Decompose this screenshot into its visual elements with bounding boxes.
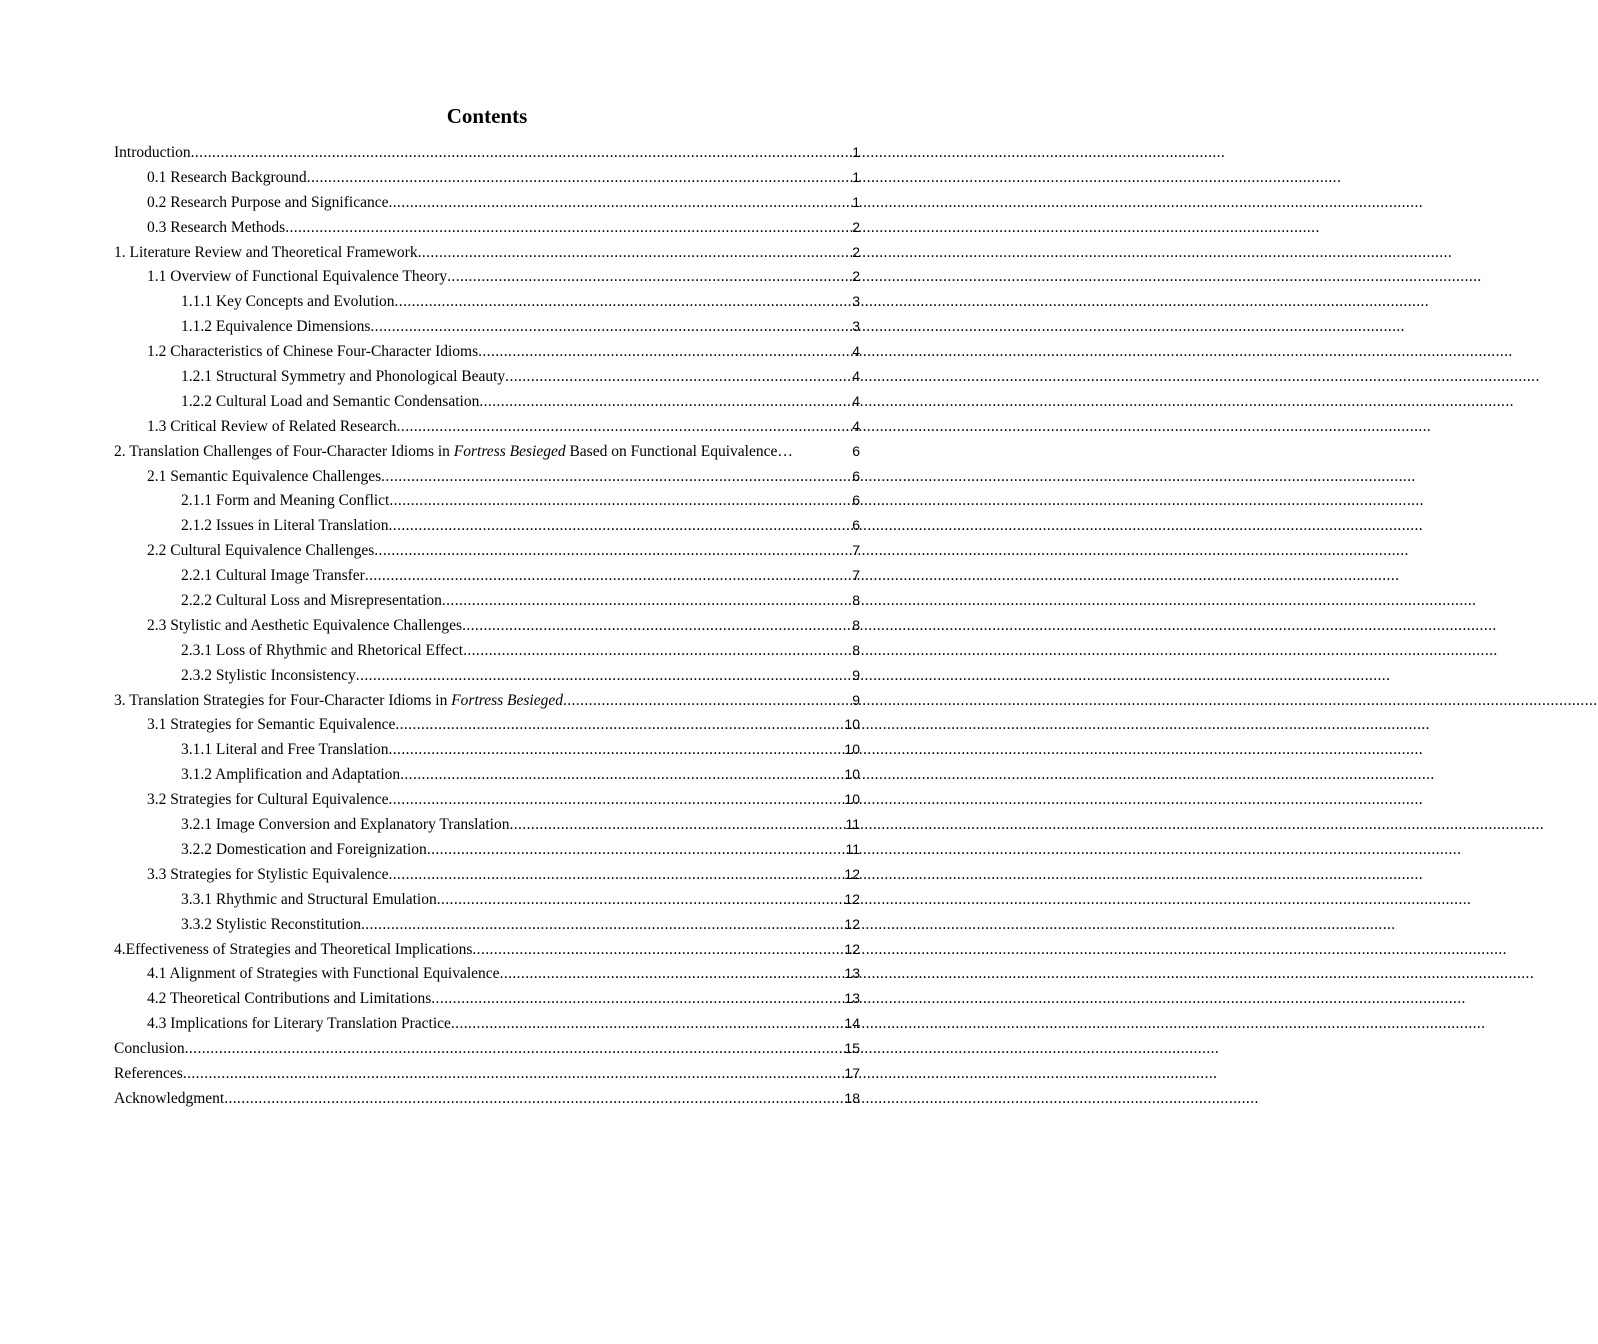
toc-page-number: 12 (844, 865, 860, 882)
toc-entry-title: 1.1.2 Equivalence Dimensions (181, 318, 371, 336)
toc-entry[interactable] (114, 165, 860, 190)
toc-page-number: 15 (844, 1040, 860, 1057)
toc-entry-title: 1. Literature Review and Theoretical Framework (114, 243, 418, 261)
toc-page-number: 1 (852, 193, 860, 210)
toc-entry-title: 2.1.2 Issues in Literal Translation (181, 517, 389, 535)
toc-entry-title-part: 2. Translation Challenges of Four-Character Idioms in (114, 442, 454, 460)
toc-page-number: 4 (852, 368, 860, 385)
toc-page-number: 6 (852, 517, 860, 534)
toc-entry-title: 3.2 Strategies for Cultural Equivalence (147, 791, 389, 809)
toc-entry[interactable] (114, 1086, 860, 1111)
dot-leader (442, 589, 851, 614)
dot-leader (307, 166, 852, 191)
dot-leader (395, 713, 843, 738)
dot-leader (388, 788, 843, 813)
toc-entry[interactable] (114, 613, 860, 638)
toc-page-number: 12 (844, 915, 860, 932)
toc-entry-title: 4.2 Theoretical Contributions and Limitations (147, 990, 432, 1008)
dot-leader (370, 315, 851, 340)
toc-entry[interactable] (114, 737, 860, 762)
toc-entry[interactable] (114, 712, 860, 737)
toc-page-number: 18 (844, 1089, 860, 1106)
dot-leader (365, 564, 851, 589)
toc-entry[interactable] (114, 563, 860, 588)
dot-leader (361, 913, 843, 938)
toc-entry[interactable] (114, 787, 860, 812)
toc-entry-title: Acknowledgment (114, 1089, 225, 1107)
toc-page-number: 4 (852, 343, 860, 360)
toc-entry[interactable] (114, 439, 860, 464)
toc-entry-title-part: Based on Functional Equivalence… (565, 442, 793, 460)
toc-entry[interactable] (114, 464, 860, 489)
toc-page-number: 8 (852, 641, 860, 658)
dot-leader (224, 1087, 843, 1112)
toc-page-number: 6 (852, 442, 860, 459)
toc-entry[interactable] (114, 364, 860, 389)
toc-page-number: 10 (844, 791, 860, 808)
toc-entry-title: 3.1.1 Literal and Free Translation (181, 741, 389, 759)
dot-leader (381, 465, 851, 490)
toc-entry-title: 1.3 Critical Review of Related Research (147, 417, 397, 435)
toc-entry-title: 1.2.2 Cultural Load and Semantic Condensation (181, 392, 480, 410)
toc-entry[interactable] (114, 264, 860, 289)
toc-entry-title: 1.1.1 Key Concepts and Evolution (181, 293, 395, 311)
toc-entry-title: 2.3.1 Loss of Rhythmic and Rhetorical Effect (181, 641, 464, 659)
toc-entry[interactable] (114, 762, 860, 787)
dot-leader (397, 415, 852, 440)
toc-entry-title: 1.1 Overview of Functional Equivalence Theory (147, 268, 448, 286)
toc-entry-title: 3.1 Strategies for Semantic Equivalence (147, 716, 396, 734)
toc-entry[interactable] (114, 314, 860, 339)
toc-page-number: 10 (844, 716, 860, 733)
dot-leader (418, 241, 852, 266)
dot-leader (431, 987, 843, 1012)
toc-entry-title-italic: Fortress Besieged (451, 691, 563, 709)
toc-entry[interactable] (114, 289, 860, 314)
toc-entry[interactable] (114, 887, 860, 912)
toc-entry[interactable] (114, 862, 860, 887)
toc-page-number: 2 (852, 268, 860, 285)
toc-entry-title (114, 689, 563, 714)
toc-entry[interactable] (114, 513, 860, 538)
toc-page-number: 17 (844, 1064, 860, 1081)
toc-entry-title: 3.3.2 Stylistic Reconstitution (181, 915, 361, 933)
toc-entry[interactable] (114, 389, 860, 414)
toc-page-number: 10 (844, 766, 860, 783)
toc-entry-title: 1.2 Characteristics of Chinese Four-Character Idioms (147, 343, 479, 361)
dot-leader (400, 763, 843, 788)
toc-entry[interactable] (114, 1061, 860, 1086)
toc-entry-title: References (114, 1064, 183, 1082)
toc-entry-title: 4.3 Implications for Literary Translation Practice (147, 1015, 451, 1033)
toc-entry[interactable] (114, 837, 860, 862)
toc-entry[interactable] (114, 688, 860, 713)
toc-page-number: 9 (852, 666, 860, 683)
toc-entry-title: 0.3 Research Methods (147, 218, 286, 236)
toc-page-number: 2 (852, 243, 860, 260)
toc-entry-title-italic: Fortress Besieged (453, 442, 566, 460)
dot-leader (447, 265, 851, 290)
toc-page-number: 8 (852, 592, 860, 609)
toc-entry[interactable] (114, 488, 860, 513)
dot-leader (183, 1062, 844, 1087)
toc-page-number: 1 (852, 144, 860, 160)
toc-entry[interactable] (114, 638, 860, 663)
toc-entry-title: 3.3 Strategies for Stylistic Equivalence (147, 865, 389, 883)
toc-entry-title: Conclusion (114, 1040, 185, 1058)
toc-page-number: 9 (852, 691, 860, 708)
dot-leader (395, 290, 852, 315)
toc-entry-title: 4.1 Alignment of Strategies with Functional Equivalence (147, 965, 500, 983)
toc-page-number: 3 (852, 318, 860, 335)
toc-entry-title: 2.3.2 Stylistic Inconsistency (181, 666, 356, 684)
toc-page-number: 7 (852, 567, 860, 584)
toc-entry[interactable] (114, 414, 860, 439)
dot-leader (463, 639, 851, 664)
toc-page-number: 13 (844, 965, 860, 982)
dot-leader (427, 838, 845, 863)
toc-entry-title: 3.2.2 Domestication and Foreignization (181, 840, 427, 858)
dot-leader (478, 340, 851, 365)
toc-entry-title: 3.3.1 Rhythmic and Structural Emulation (181, 890, 437, 908)
dot-leader (500, 962, 844, 987)
dot-leader (505, 365, 851, 390)
toc-entry[interactable] (114, 339, 860, 364)
toc-entry-title: 2.3 Stylistic and Aesthetic Equivalence Challenges (147, 616, 463, 634)
toc-page-number: 13 (844, 990, 860, 1007)
dot-leader (389, 514, 852, 539)
dot-leader (389, 738, 844, 763)
dot-leader (479, 390, 851, 415)
toc-entry-title: 4.Effectiveness of Strategies and Theoretical Implications (114, 940, 473, 958)
toc-entry[interactable] (114, 912, 860, 937)
dot-leader (285, 216, 851, 241)
toc-entry[interactable] (114, 937, 860, 962)
toc-entry[interactable] (114, 663, 860, 688)
toc-page-number: 8 (852, 616, 860, 633)
toc-page-number: 6 (852, 492, 860, 509)
toc-entry[interactable] (114, 215, 860, 240)
toc-entry[interactable] (114, 961, 860, 986)
dot-leader (389, 489, 851, 514)
toc-entry[interactable] (114, 812, 860, 837)
dot-leader (451, 1012, 844, 1037)
toc-entry-title-part: 3. Translation Strategies for Four-Character Idioms in (114, 691, 452, 709)
page-title: Contents (446, 104, 528, 128)
dot-leader (388, 191, 851, 216)
toc-entry[interactable] (114, 140, 860, 165)
dot-leader (388, 863, 843, 888)
toc-page-number: 4 (852, 417, 860, 434)
toc-page-number: 11 (845, 840, 860, 857)
toc-page-number: 4 (852, 392, 860, 409)
toc-entry-title: 2.2.2 Cultural Loss and Misrepresentation (181, 592, 442, 610)
toc-entry-title: 0.2 Research Purpose and Significance (147, 193, 389, 211)
dot-leader (185, 1037, 844, 1062)
dot-leader (472, 938, 843, 963)
toc-entry-title: 2.1 Semantic Equivalence Challenges (147, 467, 382, 485)
toc-entry-title: 3.2.1 Image Conversion and Explanatory Translation (181, 816, 510, 834)
toc-page-number: 3 (852, 293, 860, 310)
toc-page-number: 2 (852, 218, 860, 235)
toc-page-number: 10 (844, 741, 860, 758)
toc-page-number: 14 (844, 1015, 860, 1032)
dot-leader (563, 689, 851, 714)
toc-entry[interactable] (114, 986, 860, 1011)
toc-page-number: 11 (845, 816, 860, 833)
table-of-contents (114, 140, 860, 1111)
toc-page-number: 1 (852, 168, 860, 185)
toc-entry-title: 2.2 Cultural Equivalence Challenges (147, 542, 375, 560)
toc-entry[interactable] (114, 588, 860, 613)
toc-entry-title: 0.1 Research Background (147, 168, 307, 186)
toc-page-number: 6 (852, 467, 860, 484)
dot-leader (191, 141, 852, 166)
toc-entry-title: 1.2.1 Structural Symmetry and Phonological Beauty (181, 368, 506, 386)
toc-entry[interactable] (114, 1011, 860, 1036)
toc-entry[interactable] (114, 538, 860, 563)
toc-entry-title: 2.1.1 Form and Meaning Conflict (181, 492, 390, 510)
toc-page-number: 7 (852, 542, 860, 559)
toc-entry-title: Introduction (114, 144, 191, 161)
toc-page-number: 12 (844, 890, 860, 907)
dot-leader (356, 664, 851, 689)
toc-entry-title: 2.2.1 Cultural Image Transfer (181, 567, 365, 585)
dot-leader (374, 539, 851, 564)
toc-entry-title: 3.1.2 Amplification and Adaptation (181, 766, 401, 784)
dot-leader (509, 813, 844, 838)
toc-entry[interactable] (114, 240, 860, 265)
dot-leader (437, 888, 844, 913)
dot-leader (462, 614, 851, 639)
toc-page-number: 12 (844, 940, 860, 957)
toc-entry[interactable] (114, 190, 860, 215)
toc-entry-title (114, 440, 851, 465)
toc-entry[interactable] (114, 1036, 860, 1061)
